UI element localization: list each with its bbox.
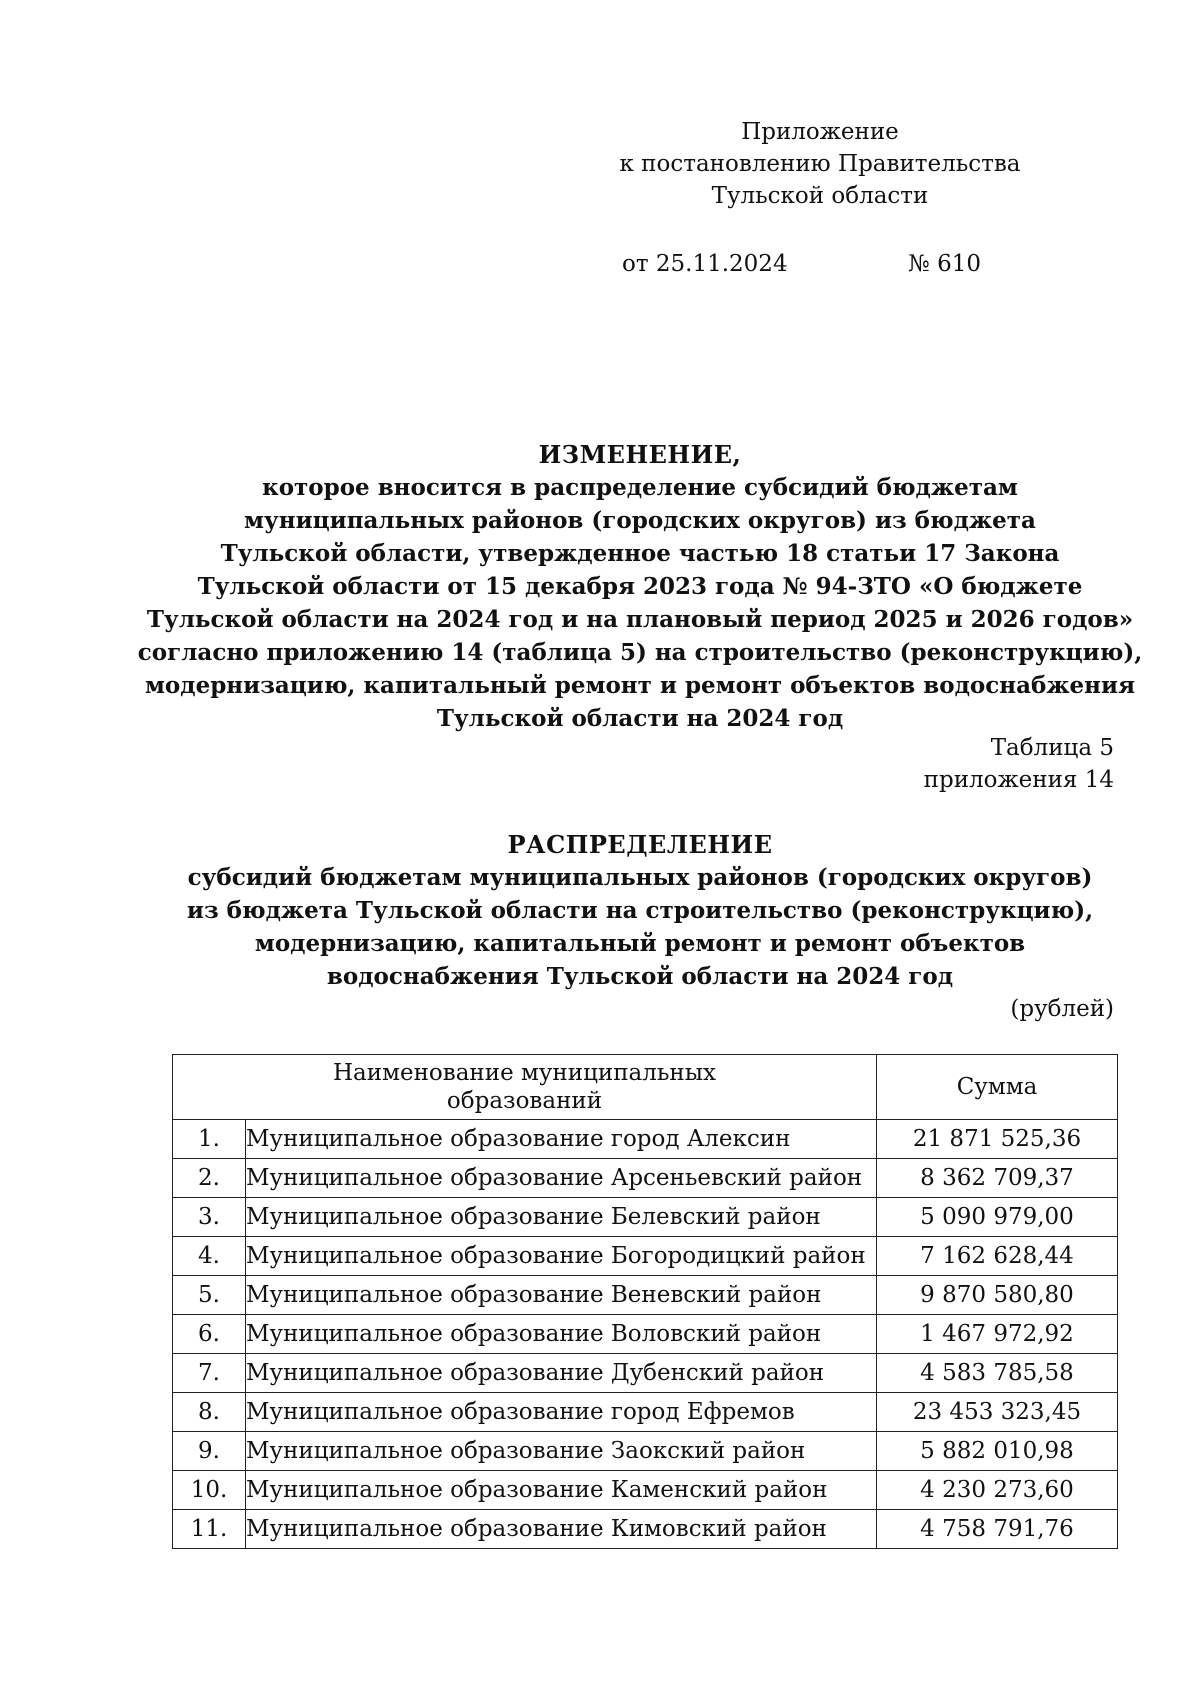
order-number: № 610 [908, 251, 981, 277]
row-number: 1. [173, 1120, 246, 1159]
name-column-header [173, 1055, 877, 1120]
row-number: 8. [173, 1393, 246, 1432]
municipality-name: Муниципальное образование Веневский район [246, 1276, 877, 1315]
change-heading [120, 438, 1160, 735]
table-row [173, 1393, 1118, 1432]
table-row [173, 1120, 1118, 1159]
municipality-name: Муниципальное образование Кимовский район [246, 1510, 877, 1549]
subsidy-amount: 7 162 628,44 [877, 1237, 1118, 1276]
distribution-title: РАСПРЕДЕЛЕНИЕ [507, 830, 773, 859]
municipality-name: Муниципальное образование Дубенский район [246, 1354, 877, 1393]
row-number: 10. [173, 1471, 246, 1510]
municipality-name: Муниципальное образование Заокский район [246, 1432, 877, 1471]
subsidy-amount: 4 583 785,58 [877, 1354, 1118, 1393]
change-line: согласно приложению 14 (таблица 5) на строительство (реконструкцию), [137, 639, 1143, 666]
change-line: муниципальных районов (городских округов) из бюджета [244, 507, 1036, 534]
subsidy-amount: 5 882 010,98 [877, 1432, 1118, 1471]
row-number: 6. [173, 1315, 246, 1354]
distribution-line: субсидий бюджетам муниципальных районов (городских округов) [187, 864, 1093, 891]
row-number: 2. [173, 1159, 246, 1198]
distribution-line: из бюджета Тульской области на строительство (реконструкцию), [186, 897, 1094, 924]
row-number: 5. [173, 1276, 246, 1315]
distribution-table [172, 1054, 1118, 1549]
table-row [173, 1510, 1118, 1549]
sum-column-header: Сумма [877, 1055, 1118, 1120]
distribution-line: модернизацию, капитальный ремонт и ремонт объектов [254, 930, 1026, 957]
table-row [173, 1159, 1118, 1198]
table-row [173, 1432, 1118, 1471]
appendix-block [560, 116, 1080, 212]
change-line: Тульской области на 2024 год и на плановый период 2025 и 2026 годов» [146, 606, 1134, 633]
row-number: 3. [173, 1198, 246, 1237]
table-header-row [173, 1055, 1118, 1120]
row-number: 4. [173, 1237, 246, 1276]
subsidy-amount: 9 870 580,80 [877, 1276, 1118, 1315]
table-number: Таблица 5 [990, 735, 1114, 761]
table-row [173, 1471, 1118, 1510]
currency-unit: (рублей) [1010, 996, 1114, 1022]
table-row [173, 1198, 1118, 1237]
change-line: Тульской области, утвержденное частью 18 статьи 17 Закона [220, 540, 1060, 567]
appendix-region: Тульской области [711, 183, 929, 209]
subsidy-amount: 8 362 709,37 [877, 1159, 1118, 1198]
municipality-name: Муниципальное образование Арсеньевский район [246, 1159, 877, 1198]
row-number: 11. [173, 1510, 246, 1549]
municipality-name: Муниципальное образование Каменский район [246, 1471, 877, 1510]
distribution-heading [120, 828, 1160, 993]
subsidy-amount: 23 453 323,45 [877, 1393, 1118, 1432]
table-row [173, 1237, 1118, 1276]
subsidy-amount: 4 230 273,60 [877, 1471, 1118, 1510]
appendix-number: приложения 14 [923, 767, 1114, 793]
municipality-name: Муниципальное образование Богородицкий район [246, 1237, 877, 1276]
municipality-name: Муниципальное образование город Алексин [246, 1120, 877, 1159]
appendix-resolution: к постановлению Правительства [619, 151, 1021, 177]
appendix-label: Приложение [741, 119, 899, 145]
change-line: Тульской области на 2024 год [436, 705, 844, 732]
distribution-line: водоснабжения Тульской области на 2024 год [326, 963, 954, 990]
table-row [173, 1315, 1118, 1354]
subsidy-amount: 4 758 791,76 [877, 1510, 1118, 1549]
subsidy-amount: 1 467 972,92 [877, 1315, 1118, 1354]
row-number: 7. [173, 1354, 246, 1393]
subsidy-amount: 21 871 525,36 [877, 1120, 1118, 1159]
change-title: ИЗМЕНЕНИЕ, [538, 440, 742, 469]
table-reference [924, 732, 1114, 796]
name-header-line1: Наименование муниципальных [332, 1060, 716, 1086]
row-number: 9. [173, 1432, 246, 1471]
change-line: Тульской области от 15 декабря 2023 года № 94-ЗТО «О бюджете [197, 573, 1083, 600]
order-date: от 25.11.2024 [622, 251, 788, 277]
subsidy-amount: 5 090 979,00 [877, 1198, 1118, 1237]
change-line: модернизацию, капитальный ремонт и ремонт объектов водоснабжения [144, 672, 1136, 699]
table-row [173, 1354, 1118, 1393]
name-header-line2: образований [446, 1088, 603, 1114]
municipality-name: Муниципальное образование Белевский район [246, 1198, 877, 1237]
municipality-name: Муниципальное образование город Ефремов [246, 1393, 877, 1432]
change-line: которое вносится в распределение субсидий бюджетам [262, 474, 1018, 501]
table-row [173, 1276, 1118, 1315]
municipality-name: Муниципальное образование Воловский район [246, 1315, 877, 1354]
